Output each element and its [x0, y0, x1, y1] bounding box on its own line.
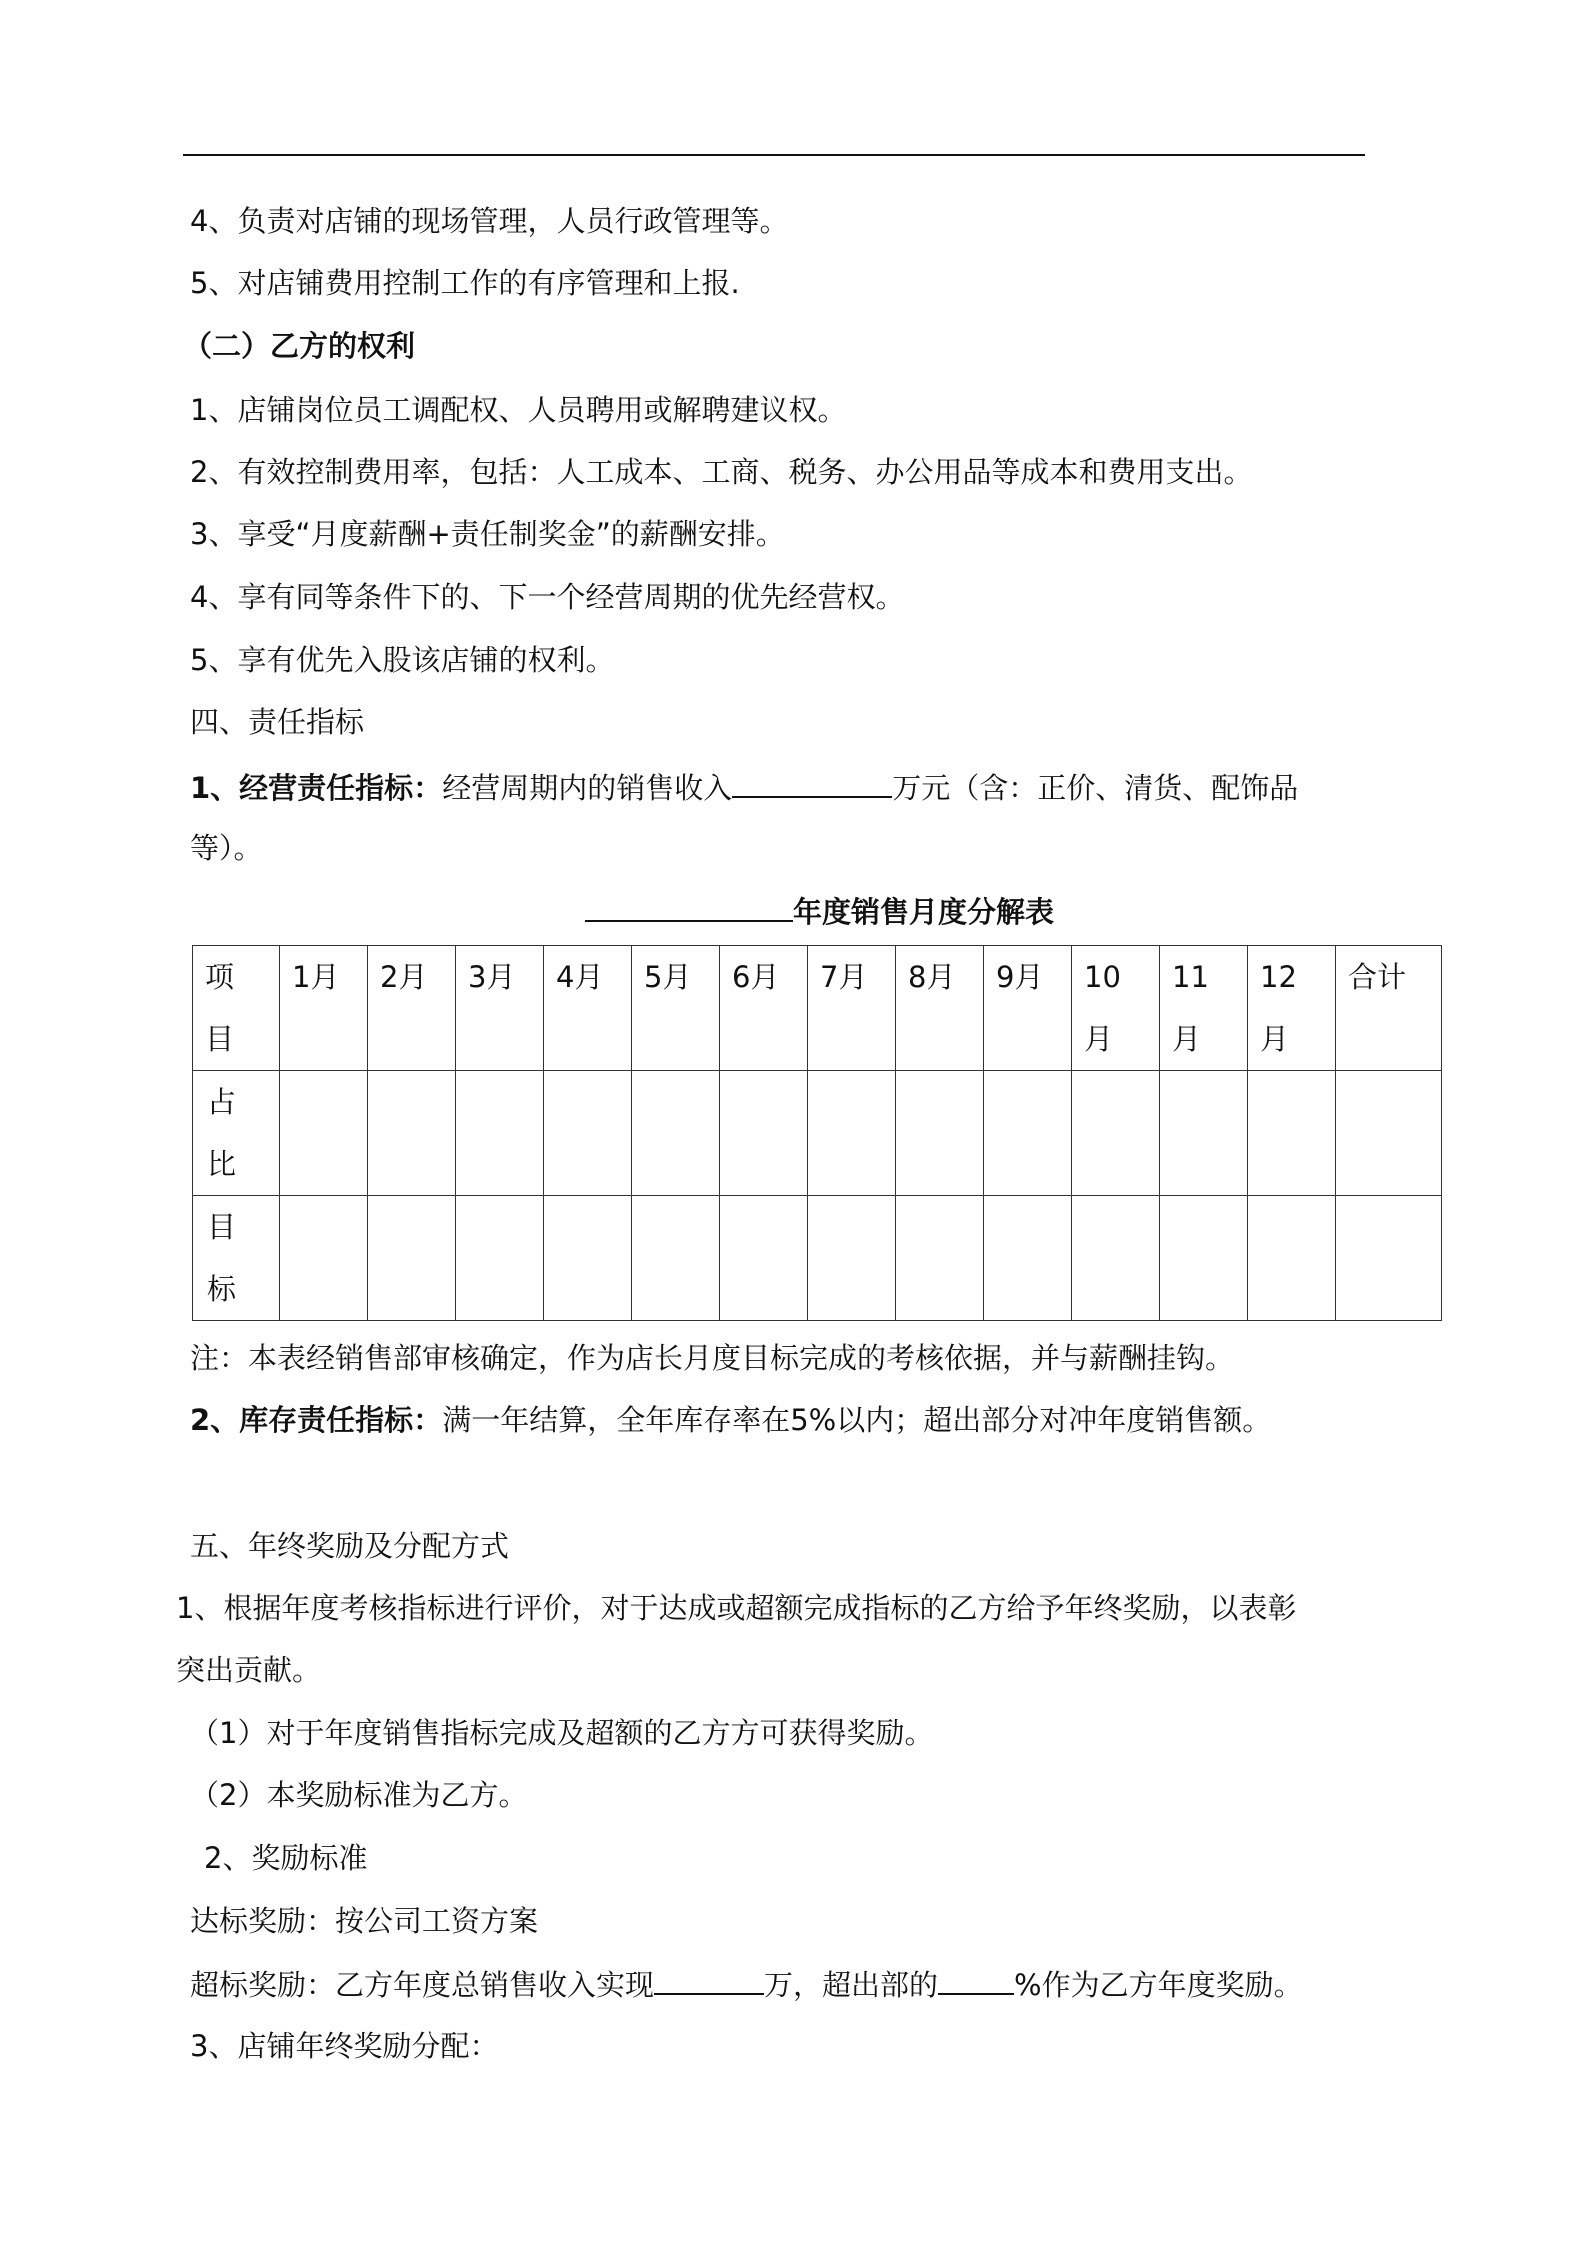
target-cell[interactable] [1072, 1196, 1160, 1321]
ratio-cell[interactable] [1248, 1071, 1336, 1196]
indicator-1 [190, 766, 1298, 808]
right-item-2: 2、有效控制费用率，包括：人工成本、工商、税务、办公用品等成本和费用支出。 [190, 455, 1253, 489]
table-note: 注：本表经销售部审核确定，作为店长月度目标完成的考核依据，并与薪酬挂钩。 [190, 1341, 1235, 1375]
indicator-1-text: 经营周期内的销售收入 [442, 771, 733, 805]
header-month: 4月 [544, 946, 632, 1071]
excess-bonus-text-b: 万，超出部的 [764, 1968, 939, 2002]
table-row-ratio [193, 1071, 1442, 1196]
right-item-5: 5、享有优先入股该店铺的权利。 [190, 643, 615, 677]
target-cell[interactable] [368, 1196, 456, 1321]
header-month: 7月 [808, 946, 896, 1071]
header-month: 2月 [368, 946, 456, 1071]
right-item-4: 4、享有同等条件下的、下一个经营周期的优先经营权。 [190, 580, 905, 614]
ratio-cell[interactable] [720, 1071, 808, 1196]
row-label-ratio: 占比 [193, 1071, 280, 1196]
header-month: 8月 [896, 946, 984, 1071]
ratio-cell[interactable] [632, 1071, 720, 1196]
ratio-cell[interactable] [1072, 1071, 1160, 1196]
table-row-target [193, 1196, 1442, 1321]
duty-item-5: 5、对店铺费用控制工作的有序管理和上报. [190, 266, 740, 300]
section-heading-rights: （二）乙方的权利 [183, 329, 416, 363]
bonus-item-1: 1、根据年度考核指标进行评价，对于达成或超额完成指标的乙方给予年终奖励，以表彰 [176, 1591, 1297, 1625]
sales-amount-blank[interactable] [732, 766, 892, 798]
target-cell[interactable] [1160, 1196, 1248, 1321]
section-heading-bonus: 五、年终奖励及分配方式 [190, 1529, 510, 1563]
target-cell[interactable] [1248, 1196, 1336, 1321]
target-cell[interactable] [984, 1196, 1072, 1321]
indicator-1-after: 万元（含：正价、清货、配饰品 [892, 771, 1299, 805]
ratio-cell[interactable] [1160, 1071, 1248, 1196]
header-total: 合计 [1336, 946, 1442, 1071]
header-month: 3月 [456, 946, 544, 1071]
header-item: 项目 [193, 946, 280, 1071]
indicator-2-text: 满一年结算，全年库存率在5%以内；超出部分对冲年度销售额。 [442, 1403, 1272, 1437]
target-cell[interactable] [720, 1196, 808, 1321]
target-cell[interactable] [632, 1196, 720, 1321]
header-rule [183, 154, 1365, 156]
excess-bonus [190, 1963, 1303, 2005]
header-month: 1月 [280, 946, 368, 1071]
row-label-target: 目标 [193, 1196, 280, 1321]
header-month: 12月 [1248, 946, 1336, 1071]
ratio-cell[interactable] [984, 1071, 1072, 1196]
target-cell[interactable] [896, 1196, 984, 1321]
header-month: 10月 [1072, 946, 1160, 1071]
ratio-cell[interactable] [456, 1071, 544, 1196]
indicator-1-continuation: 等）。 [190, 831, 263, 865]
ratio-cell[interactable] [544, 1071, 632, 1196]
year-end-distribution: 3、店铺年终奖励分配： [190, 2029, 499, 2063]
monthly-sales-table [192, 945, 1442, 1321]
table-title-text: 年度销售月度分解表 [793, 895, 1055, 929]
annual-sales-blank[interactable] [654, 1963, 764, 1995]
ratio-total-cell[interactable] [1336, 1071, 1442, 1196]
target-total-cell[interactable] [1336, 1196, 1442, 1321]
standard-bonus: 达标奖励：按公司工资方案 [190, 1904, 539, 1938]
bonus-item-1-continuation: 突出贡献。 [176, 1653, 322, 1687]
header-month: 9月 [984, 946, 1072, 1071]
bonus-sub-1: （1）对于年度销售指标完成及超额的乙方方可获得奖励。 [190, 1716, 934, 1750]
bonus-percent-blank[interactable] [938, 1963, 1014, 1995]
right-item-3: 3、享受“月度薪酬+责任制奖金”的薪酬安排。 [190, 517, 785, 551]
indicator-2 [190, 1400, 1271, 1440]
header-month: 5月 [632, 946, 720, 1071]
header-month: 11月 [1160, 946, 1248, 1071]
target-cell[interactable] [280, 1196, 368, 1321]
target-cell[interactable] [544, 1196, 632, 1321]
ratio-cell[interactable] [896, 1071, 984, 1196]
bonus-standard-heading: 2、奖励标准 [204, 1841, 368, 1875]
ratio-cell[interactable] [368, 1071, 456, 1196]
target-cell[interactable] [808, 1196, 896, 1321]
excess-bonus-text-a: 超标奖励：乙方年度总销售收入实现 [190, 1968, 655, 2002]
table-title [585, 890, 1054, 931]
ratio-cell[interactable] [280, 1071, 368, 1196]
bonus-sub-2: （2）本奖励标准为乙方。 [190, 1778, 528, 1812]
section-heading-indicators: 四、责任指标 [190, 705, 365, 739]
table-header-row [193, 946, 1442, 1071]
indicator-1-label: 1、经营责任指标： [190, 771, 443, 805]
year-blank[interactable] [585, 890, 793, 922]
header-month: 6月 [720, 946, 808, 1071]
ratio-cell[interactable] [808, 1071, 896, 1196]
indicator-2-label: 2、库存责任指标： [190, 1403, 443, 1437]
duty-item-4: 4、负责对店铺的现场管理，人员行政管理等。 [190, 204, 789, 238]
excess-bonus-text-c: %作为乙方年度奖励。 [1014, 1968, 1303, 2002]
right-item-1: 1、店铺岗位员工调配权、人员聘用或解聘建议权。 [190, 393, 847, 427]
target-cell[interactable] [456, 1196, 544, 1321]
